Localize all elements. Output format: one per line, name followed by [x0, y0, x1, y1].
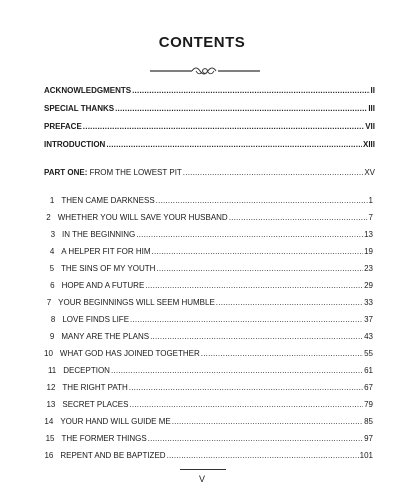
toc-chapter-6[interactable] — [44, 281, 373, 291]
toc-entry-page: II — [370, 86, 375, 95]
toc-chapter-9[interactable] — [44, 332, 373, 342]
page-title: CONTENTS — [158, 34, 246, 51]
chapter-page: 67 — [364, 383, 373, 392]
toc-chapter-11[interactable] — [44, 366, 373, 376]
chapter-page: 1 — [368, 196, 373, 205]
chapter-page: 37 — [364, 315, 373, 324]
dot-leader — [106, 140, 362, 150]
toc-entry-label: ACKNOWLEDGMENTS — [44, 86, 132, 95]
chapter-title: WHAT GOD HAS JOINED TOGETHER — [59, 349, 200, 358]
chapter-number: 3 — [50, 230, 56, 239]
chapter-number: 7 — [46, 298, 52, 307]
chapter-title: A HELPER FIT FOR HIM — [61, 247, 151, 256]
toc-chapter-7[interactable] — [44, 298, 373, 308]
chapter-page: 55 — [364, 349, 373, 358]
toc-chapter-16[interactable] — [44, 451, 373, 461]
chapter-number: 10 — [44, 349, 53, 358]
toc-entry-preface[interactable] — [44, 122, 375, 132]
chapter-title: HOPE AND A FUTURE — [61, 281, 145, 290]
chapter-number: 5 — [49, 264, 55, 273]
toc-chapter-1[interactable] — [44, 196, 373, 206]
chapter-page: 19 — [364, 247, 373, 256]
toc-chapter-2[interactable] — [44, 213, 373, 223]
toc-chapter-12[interactable] — [44, 383, 373, 393]
toc-entry-label — [44, 168, 182, 178]
chapter-page: 79 — [364, 400, 373, 409]
dot-leader — [152, 247, 364, 257]
chapter-title: WHETHER YOU WILL SAVE YOUR HUSBAND — [57, 213, 228, 222]
chapter-number: 11 — [47, 366, 57, 375]
chapter-page: 43 — [364, 332, 373, 341]
chapter-title: THE FORMER THINGS — [61, 434, 147, 443]
chapter-page: 29 — [364, 281, 373, 290]
chapter-number: 4 — [49, 247, 55, 256]
dot-leader — [130, 315, 363, 325]
toc-chapter-3[interactable] — [44, 230, 373, 240]
dot-leader — [229, 213, 368, 223]
chapter-title: YOUR BEGINNINGS WILL SEEM HUMBLE — [58, 298, 215, 307]
dot-leader — [83, 122, 364, 132]
toc-entry-label: PREFACE — [44, 122, 82, 131]
dot-leader — [156, 196, 368, 206]
dot-leader — [111, 366, 363, 376]
toc-entry-introduction[interactable] — [44, 140, 375, 150]
toc-entry-acknowledgments[interactable] — [44, 86, 375, 96]
chapter-number: 12 — [46, 383, 56, 392]
dot-leader — [172, 417, 363, 427]
chapter-title: THE SINS OF MY YOUTH — [61, 264, 156, 273]
toc-chapter-8[interactable] — [44, 315, 373, 325]
chapter-number: 2 — [46, 213, 51, 222]
toc-chapter-15[interactable] — [44, 434, 373, 444]
chapter-number: 16 — [44, 451, 54, 460]
chapter-page: 7 — [368, 213, 373, 222]
dot-leader — [183, 168, 364, 178]
dot-leader — [115, 104, 367, 114]
chapter-page: 85 — [364, 417, 373, 426]
chapter-page: 101 — [359, 451, 373, 460]
toc-entry-page: XV — [364, 168, 375, 177]
chapter-page: 97 — [364, 434, 373, 443]
toc-entry-special-thanks[interactable] — [44, 104, 375, 114]
dot-leader — [136, 230, 363, 240]
toc-chapter-14[interactable] — [44, 417, 373, 427]
chapter-page: 33 — [364, 298, 373, 307]
chapter-page: 23 — [364, 264, 373, 273]
chapter-title: LOVE FINDS LIFE — [62, 315, 130, 324]
chapter-number: 15 — [45, 434, 55, 443]
toc-chapter-4[interactable] — [44, 247, 373, 257]
dot-leader — [156, 264, 363, 274]
toc-entry-page: III — [368, 104, 375, 113]
chapter-number: 6 — [50, 281, 55, 290]
toc-entry-label: SPECIAL THANKS — [44, 104, 115, 113]
footer-divider — [180, 469, 226, 470]
toc-entry-part-one[interactable] — [44, 168, 375, 178]
toc-chapter-10[interactable] — [44, 349, 373, 359]
chapter-title: MANY ARE THE PLANS — [61, 332, 150, 341]
chapter-number: 13 — [46, 400, 56, 409]
chapter-number: 1 — [49, 196, 55, 205]
toc-entry-page: XIII — [362, 140, 375, 149]
dot-leader — [145, 281, 363, 291]
chapter-title: THE RIGHT PATH — [62, 383, 128, 392]
toc-entry-page: VII — [365, 122, 375, 131]
chapter-page: 61 — [364, 366, 373, 375]
dot-leader — [132, 86, 369, 96]
dot-leader — [150, 332, 363, 342]
dot-leader — [129, 383, 363, 393]
chapter-title: REPENT AND BE BAPTIZED — [60, 451, 166, 460]
chapter-title: SECRET PLACES — [62, 400, 129, 409]
dot-leader — [129, 400, 363, 410]
chapter-title: THEN CAME DARKNESS — [61, 196, 155, 205]
dot-leader — [201, 349, 363, 359]
dot-leader — [216, 298, 363, 308]
dot-leader — [148, 434, 363, 444]
chapter-number: 14 — [44, 417, 54, 426]
chapter-title: YOUR HAND WILL GUIDE ME — [60, 417, 171, 426]
toc-entry-label: INTRODUCTION — [44, 140, 106, 149]
toc-chapter-13[interactable] — [44, 400, 373, 410]
chapter-number: 9 — [49, 332, 55, 341]
chapter-number: 8 — [50, 315, 56, 324]
page-number: V — [198, 474, 205, 484]
part-prefix: PART ONE: — [44, 168, 88, 177]
ornament-divider-icon — [150, 63, 260, 79]
part-title: FROM THE LOWEST PIT — [89, 168, 182, 177]
chapter-title: DECEPTION — [63, 366, 110, 375]
chapter-title: IN THE BEGINNING — [62, 230, 136, 239]
dot-leader — [167, 451, 359, 461]
chapter-page: 13 — [364, 230, 373, 239]
toc-chapter-5[interactable] — [44, 264, 373, 274]
